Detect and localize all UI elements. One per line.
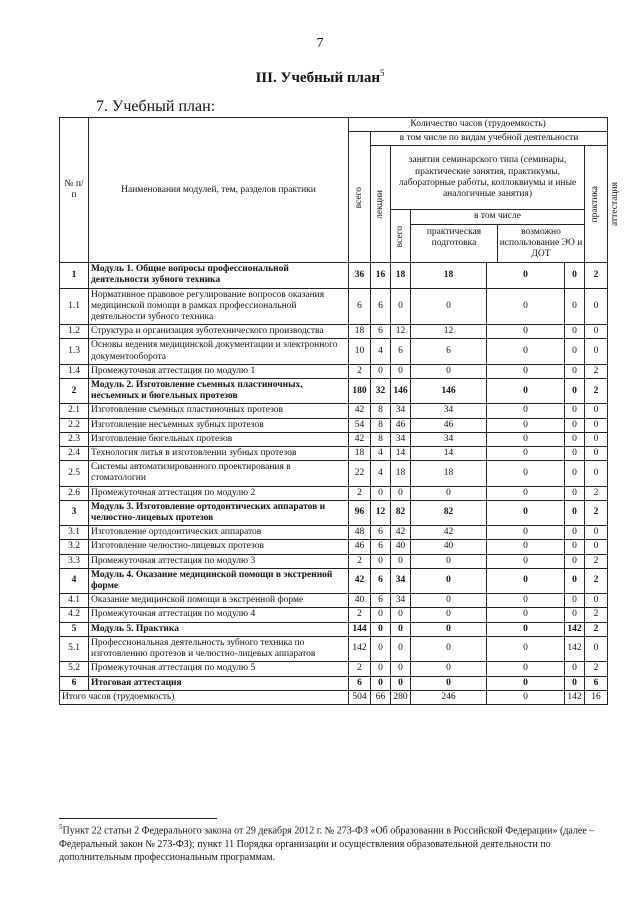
row-total-hours: 54 [349,418,371,432]
row-prac-hours: 0 [411,568,487,593]
row-number: 3.1 [60,526,89,540]
table-row [60,364,608,378]
row-eo-hours: 0 [487,447,565,461]
row-number: 4 [60,568,89,593]
row-lect-hours: 8 [371,404,391,418]
row-practice-hours: 0 [565,461,585,486]
row-lect-hours: 12 [371,500,391,525]
row-name: Нормативное правовое регулирование вопросов оказания медицинской помощи в рамках профессиональной деятельности зубного техника [89,288,349,325]
row-total-hours: 6 [349,676,371,690]
row-total-hours: 40 [349,594,371,608]
row-number: 2.3 [60,432,89,446]
row-total-hours: 142 [349,636,371,661]
row-practice-hours: 0 [565,540,585,554]
row-number: 1 [60,263,89,288]
table-row [60,540,608,554]
row-number: 2 [60,379,89,404]
row-prac-hours: 18 [411,263,487,288]
row-prac-hours: 0 [411,486,487,500]
row-name: Итоговая аттестация [89,676,349,690]
header-including: в том числе [411,210,584,224]
row-att-hours: 0 [585,418,608,432]
row-name: Технология литья в изготовлении зубных протезов [89,447,349,461]
total-row [60,690,608,704]
header-hours: Количество часов (трудоемкость) [349,118,608,132]
table-row [60,325,608,339]
row-total-hours: 42 [349,568,371,593]
row-practice-hours: 0 [565,325,585,339]
row-practice-hours: 0 [565,662,585,676]
row-att-hours: 0 [585,432,608,446]
table-row [60,339,608,364]
row-name: Промежуточная аттестация по модулю 2 [89,486,349,500]
total-att-hours: 16 [585,690,608,704]
row-sem-hours: 0 [391,288,411,325]
row-practice-hours: 0 [565,526,585,540]
row-sem-hours: 34 [391,594,411,608]
row-name: Изготовление бюгельных протезов [89,432,349,446]
row-att-hours: 2 [585,622,608,636]
row-practice-hours: 0 [565,554,585,568]
row-eo-hours: 0 [487,288,565,325]
table-row [60,404,608,418]
footnote-number: 5 [59,823,63,831]
row-name: Изготовление ортодонтических аппаратов [89,526,349,540]
page-number: 7 [316,36,324,51]
row-att-hours: 6 [585,676,608,690]
row-eo-hours: 0 [487,461,565,486]
row-practice-hours: 0 [565,263,585,288]
row-prac-hours: 0 [411,662,487,676]
row-prac-hours: 0 [411,622,487,636]
row-att-hours: 0 [585,636,608,661]
row-eo-hours: 0 [487,676,565,690]
row-name: Основы ведения медицинской документации и электронного документооборота [89,339,349,364]
row-practice-hours: 0 [565,418,585,432]
row-att-hours: 2 [585,662,608,676]
row-att-hours: 0 [585,526,608,540]
row-prac-hours: 0 [411,676,487,690]
row-total-hours: 6 [349,288,371,325]
row-name: Системы автоматизированного проектирования в стоматологии [89,461,349,486]
row-sem-hours: 0 [391,636,411,661]
row-att-hours: 2 [585,263,608,288]
header-seminar: занятия семинарского типа (семинары, практические занятия, практикумы, лабораторные работы, коллоквиумы и иные аналогичные занятия) [391,146,585,210]
row-lect-hours: 6 [371,288,391,325]
total-eo-hours: 0 [487,690,565,704]
table-row [60,622,608,636]
table-row [60,263,608,288]
row-total-hours: 42 [349,404,371,418]
row-name: Оказание медицинской помощи в экстренной форме [89,594,349,608]
row-att-hours: 0 [585,594,608,608]
row-name: Промежуточная аттестация по модулю 1 [89,364,349,378]
row-name: Промежуточная аттестация по модулю 5 [89,662,349,676]
row-number: 5 [60,622,89,636]
row-prac-hours: 34 [411,432,487,446]
row-prac-hours: 12 [411,325,487,339]
row-eo-hours: 0 [487,404,565,418]
row-name: Модуль 4. Оказание медицинской помощи в экстренной форме [89,568,349,593]
row-att-hours: 0 [585,540,608,554]
footnote-rule [59,818,217,819]
row-name: Модуль 3. Изготовление ортодонтических аппаратов и челюстно-лицевых протезов [89,500,349,525]
row-sem-hours: 0 [391,676,411,690]
total-prac-hours: 246 [411,690,487,704]
row-lect-hours: 32 [371,379,391,404]
row-lect-hours: 6 [371,568,391,593]
row-prac-hours: 82 [411,500,487,525]
row-name: Модуль 1. Общие вопросы профессиональной деятельности зубного техника [89,263,349,288]
row-att-hours: 0 [585,447,608,461]
section-title [0,68,640,87]
row-eo-hours: 0 [487,540,565,554]
row-att-hours: 0 [585,288,608,325]
row-sem-hours: 14 [391,447,411,461]
row-sem-hours: 46 [391,418,411,432]
footnote-reference: 5 [380,68,385,78]
row-eo-hours: 0 [487,662,565,676]
table-row [60,288,608,325]
row-total-hours: 2 [349,662,371,676]
row-sem-hours: 12 [391,325,411,339]
row-prac-hours: 146 [411,379,487,404]
row-practice-hours: 142 [565,622,585,636]
total-total-hours: 504 [349,690,371,704]
row-total-hours: 18 [349,325,371,339]
row-practice-hours: 0 [565,608,585,622]
row-lect-hours: 0 [371,662,391,676]
row-eo-hours: 0 [487,418,565,432]
row-sem-hours: 0 [391,622,411,636]
row-att-hours: 0 [585,339,608,364]
table-row [60,568,608,593]
curriculum-table: № п/п Наименования модулей, тем, разделов практики Количество часов (трудоемкость) всего в том числе по видам учебной деятельности лекции занятия семинарского типа (семинары, практические занятия, практикумы, лабораторные работы, коллоквиумы и иные аналогичные занятия) практика аттестация всего в том числе практическая подготовка возможно использование ЭО и ДОТ 1 Модуль 1. Общие вопросы профессиональной деятельности зубного техника 36 16 18 18 0 0 2 1.1 Нормативное правовое регулирование вопросов оказания медицинской помощи в рамках профессиональной деятельности зубного техника 6 6 0 0 0 0 0 1.2 Структура и организация зуботехнического производства 18 6 12 12 0 0 0 1.3 Основы ведения медицинской документации и электронного документооборота 10 4 6 6 0 0 0 1.4 Промежуточная аттестация по модулю 1 2 0 0 0 0 0 2 2 Модуль 2. Изготовление съемных пластиночных, несъемных и бюгельных протезов 180 32 146 146 0 0 2 2.1 Изготовление съемных пластиночных протезов 42 8 34 34 0 0 0 2.2 Изготовление несъемных зубных протезов 54 8 46 46 0 0 0 2.3 Изготовление бюгельных протезов 42 8 34 34 0 0 0 2.4 Технология литья в изготовлении зубных протезов 18 4 14 14 0 0 0 2.5 Системы автоматизированного проектирования в стоматологии 22 4 18 18 0 0 0 2.6 Промежуточная аттестация по модулю 2 2 0 0 0 0 0 2 3 Модуль 3. Изготовление ортодонтических аппаратов и челюстно-лицевых протезов 96 12 82 82 0 0 2 3.1 Изготовление ортодонтических аппаратов 48 6 42 42 0 0 0 3.2 Изготовление челюстно-лицевых протезов 46 6 40 40 0 0 0 3.3 Промежуточная аттестация по модулю 3 2 0 0 0 0 0 2 4 Модуль 4. Оказание медицинской помощи в экстренной форме 42 6 34 0 0 0 2 4.1 Оказание медицинской помощи в экстренной форме 40 6 34 0 0 0 0 4.2 Промежуточная аттестация по модулю 4 2 0 0 0 0 0 2 5 Модуль 5. Практика 144 0 0 0 0 142 2 5.1 Профессиональная деятельность зубного техника по изготовлению протезов и челюстно-лицевых аппаратов 142 0 0 0 0 142 0 5.2 Промежуточная аттестация по модулю 5 2 0 0 0 0 0 2 6 Итоговая аттестация 6 0 0 0 0 0 6 Итого часов (трудоемкость) 504 66 280 246 0 142 16 [59,117,608,705]
header-name: Наименования модулей, тем, разделов практики [89,118,349,263]
row-prac-hours: 0 [411,636,487,661]
row-prac-hours: 18 [411,461,487,486]
row-practice-hours: 0 [565,339,585,364]
footnote [59,823,611,865]
row-number: 2.1 [60,404,89,418]
row-eo-hours: 0 [487,568,565,593]
row-practice-hours: 0 [565,486,585,500]
row-number: 3 [60,500,89,525]
row-eo-hours: 0 [487,486,565,500]
total-sem-hours: 280 [391,690,411,704]
row-att-hours: 2 [585,554,608,568]
row-prac-hours: 34 [411,404,487,418]
row-prac-hours: 0 [411,608,487,622]
row-total-hours: 2 [349,486,371,500]
row-lect-hours: 8 [371,418,391,432]
row-number: 1.1 [60,288,89,325]
row-eo-hours: 0 [487,339,565,364]
row-name: Модуль 2. Изготовление съемных пластиночных, несъемных и бюгельных протезов [89,379,349,404]
row-lect-hours: 0 [371,622,391,636]
row-total-hours: 2 [349,554,371,568]
row-lect-hours: 16 [371,263,391,288]
row-total-hours: 18 [349,447,371,461]
row-practice-hours: 0 [565,379,585,404]
row-eo-hours: 0 [487,500,565,525]
header-total: всего [349,132,371,263]
header-num: № п/п [60,118,89,263]
row-eo-hours: 0 [487,594,565,608]
table-row [60,379,608,404]
row-name: Профессиональная деятельность зубного техника по изготовлению протезов и челюстно-лицевых аппаратов [89,636,349,661]
row-name: Изготовление съемных пластиночных протезов [89,404,349,418]
row-lect-hours: 8 [371,432,391,446]
row-lect-hours: 6 [371,540,391,554]
row-sem-hours: 34 [391,432,411,446]
row-eo-hours: 0 [487,432,565,446]
header-practice: практика [585,146,608,263]
row-number: 5.1 [60,636,89,661]
row-eo-hours: 0 [487,622,565,636]
row-sem-hours: 42 [391,526,411,540]
row-sem-hours: 0 [391,662,411,676]
row-prac-hours: 0 [411,554,487,568]
row-lect-hours: 4 [371,339,391,364]
row-practice-hours: 0 [565,432,585,446]
row-sem-hours: 146 [391,379,411,404]
row-lect-hours: 6 [371,526,391,540]
row-name: Изготовление несъемных зубных протезов [89,418,349,432]
total-lect-hours: 66 [371,690,391,704]
row-name: Промежуточная аттестация по модулю 4 [89,608,349,622]
row-number: 4.2 [60,608,89,622]
row-prac-hours: 14 [411,447,487,461]
header-by-type: в том числе по видам учебной деятельности [371,132,608,146]
table-row [60,676,608,690]
row-lect-hours: 4 [371,461,391,486]
row-prac-hours: 0 [411,594,487,608]
table-row [60,432,608,446]
row-total-hours: 10 [349,339,371,364]
row-sem-hours: 0 [391,486,411,500]
row-number: 1.4 [60,364,89,378]
row-lect-hours: 0 [371,676,391,690]
row-eo-hours: 0 [487,379,565,404]
row-att-hours: 2 [585,364,608,378]
table-row [60,418,608,432]
total-label: Итого часов (трудоемкость) [60,690,349,704]
row-att-hours: 2 [585,379,608,404]
row-name: Структура и организация зуботехнического производства [89,325,349,339]
row-total-hours: 42 [349,432,371,446]
row-prac-hours: 0 [411,288,487,325]
row-sem-hours: 18 [391,263,411,288]
row-sem-hours: 34 [391,568,411,593]
row-number: 5.2 [60,662,89,676]
row-eo-hours: 0 [487,364,565,378]
table-row [60,636,608,661]
row-prac-hours: 42 [411,526,487,540]
row-sem-hours: 0 [391,364,411,378]
row-att-hours: 2 [585,608,608,622]
header-seminar-total: всего [391,210,411,263]
row-number: 2.4 [60,447,89,461]
section-title-text: III. Учебный план [255,70,381,86]
row-number: 3.2 [60,540,89,554]
row-number: 2.5 [60,461,89,486]
row-lect-hours: 6 [371,325,391,339]
row-att-hours: 2 [585,568,608,593]
row-practice-hours: 0 [565,404,585,418]
row-eo-hours: 0 [487,263,565,288]
row-name: Модуль 5. Практика [89,622,349,636]
table-row [60,461,608,486]
row-lect-hours: 0 [371,486,391,500]
row-number: 1.2 [60,325,89,339]
row-practice-hours: 0 [565,447,585,461]
row-lect-hours: 0 [371,364,391,378]
row-name: Изготовление челюстно-лицевых протезов [89,540,349,554]
row-lect-hours: 4 [371,447,391,461]
row-practice-hours: 0 [565,364,585,378]
row-practice-hours: 0 [565,500,585,525]
row-practice-hours: 142 [565,636,585,661]
row-prac-hours: 0 [411,364,487,378]
row-total-hours: 22 [349,461,371,486]
row-sem-hours: 6 [391,339,411,364]
row-lect-hours: 6 [371,594,391,608]
row-eo-hours: 0 [487,554,565,568]
row-name: Промежуточная аттестация по модулю 3 [89,554,349,568]
row-practice-hours: 0 [565,568,585,593]
row-prac-hours: 6 [411,339,487,364]
table-row [60,526,608,540]
row-number: 6 [60,676,89,690]
row-lect-hours: 0 [371,608,391,622]
total-practice-hours: 142 [565,690,585,704]
table-row [60,486,608,500]
row-att-hours: 0 [585,461,608,486]
row-total-hours: 48 [349,526,371,540]
row-att-hours: 2 [585,500,608,525]
row-sem-hours: 0 [391,608,411,622]
table-row [60,447,608,461]
row-sem-hours: 82 [391,500,411,525]
row-total-hours: 36 [349,263,371,288]
header-including-group [411,210,585,263]
row-att-hours: 2 [585,486,608,500]
row-sem-hours: 18 [391,461,411,486]
row-sem-hours: 0 [391,554,411,568]
footnote-text: Пункт 22 статьи 2 Федерального закона от 29 декабря 2012 г. № 273-ФЗ «Об образовании в Российской Федерации» (далее – Федеральный закон № 273-ФЗ); пункт 11 Порядка организации и осуществления образовательной деятельности по дополнительным профессиональным программам. [59,825,595,864]
row-eo-hours: 0 [487,325,565,339]
row-number: 4.1 [60,594,89,608]
table-row [60,662,608,676]
table-row [60,594,608,608]
row-practice-hours: 0 [565,676,585,690]
row-total-hours: 46 [349,540,371,554]
curriculum-table-body [60,263,608,705]
row-sem-hours: 40 [391,540,411,554]
table-row [60,554,608,568]
row-total-hours: 96 [349,500,371,525]
subtitle: 7. Учебный план: [96,98,216,115]
row-total-hours: 144 [349,622,371,636]
header-practical: практическая подготовка [411,225,498,263]
row-total-hours: 180 [349,379,371,404]
row-number: 1.3 [60,339,89,364]
row-number: 2.2 [60,418,89,432]
row-total-hours: 2 [349,608,371,622]
row-prac-hours: 46 [411,418,487,432]
header-eo-dot: возможно использование ЭО и ДОТ [499,226,583,259]
row-number: 3.3 [60,554,89,568]
row-eo-hours: 0 [487,526,565,540]
row-practice-hours: 0 [565,594,585,608]
row-att-hours: 0 [585,325,608,339]
row-sem-hours: 34 [391,404,411,418]
row-eo-hours: 0 [487,608,565,622]
row-total-hours: 2 [349,364,371,378]
row-number: 2.6 [60,486,89,500]
row-prac-hours: 40 [411,540,487,554]
header-lectures: лекции [371,146,391,263]
row-att-hours: 0 [585,404,608,418]
row-practice-hours: 0 [565,288,585,325]
row-lect-hours: 0 [371,554,391,568]
row-eo-hours: 0 [487,636,565,661]
row-lect-hours: 0 [371,636,391,661]
table-row [60,608,608,622]
table-row [60,500,608,525]
